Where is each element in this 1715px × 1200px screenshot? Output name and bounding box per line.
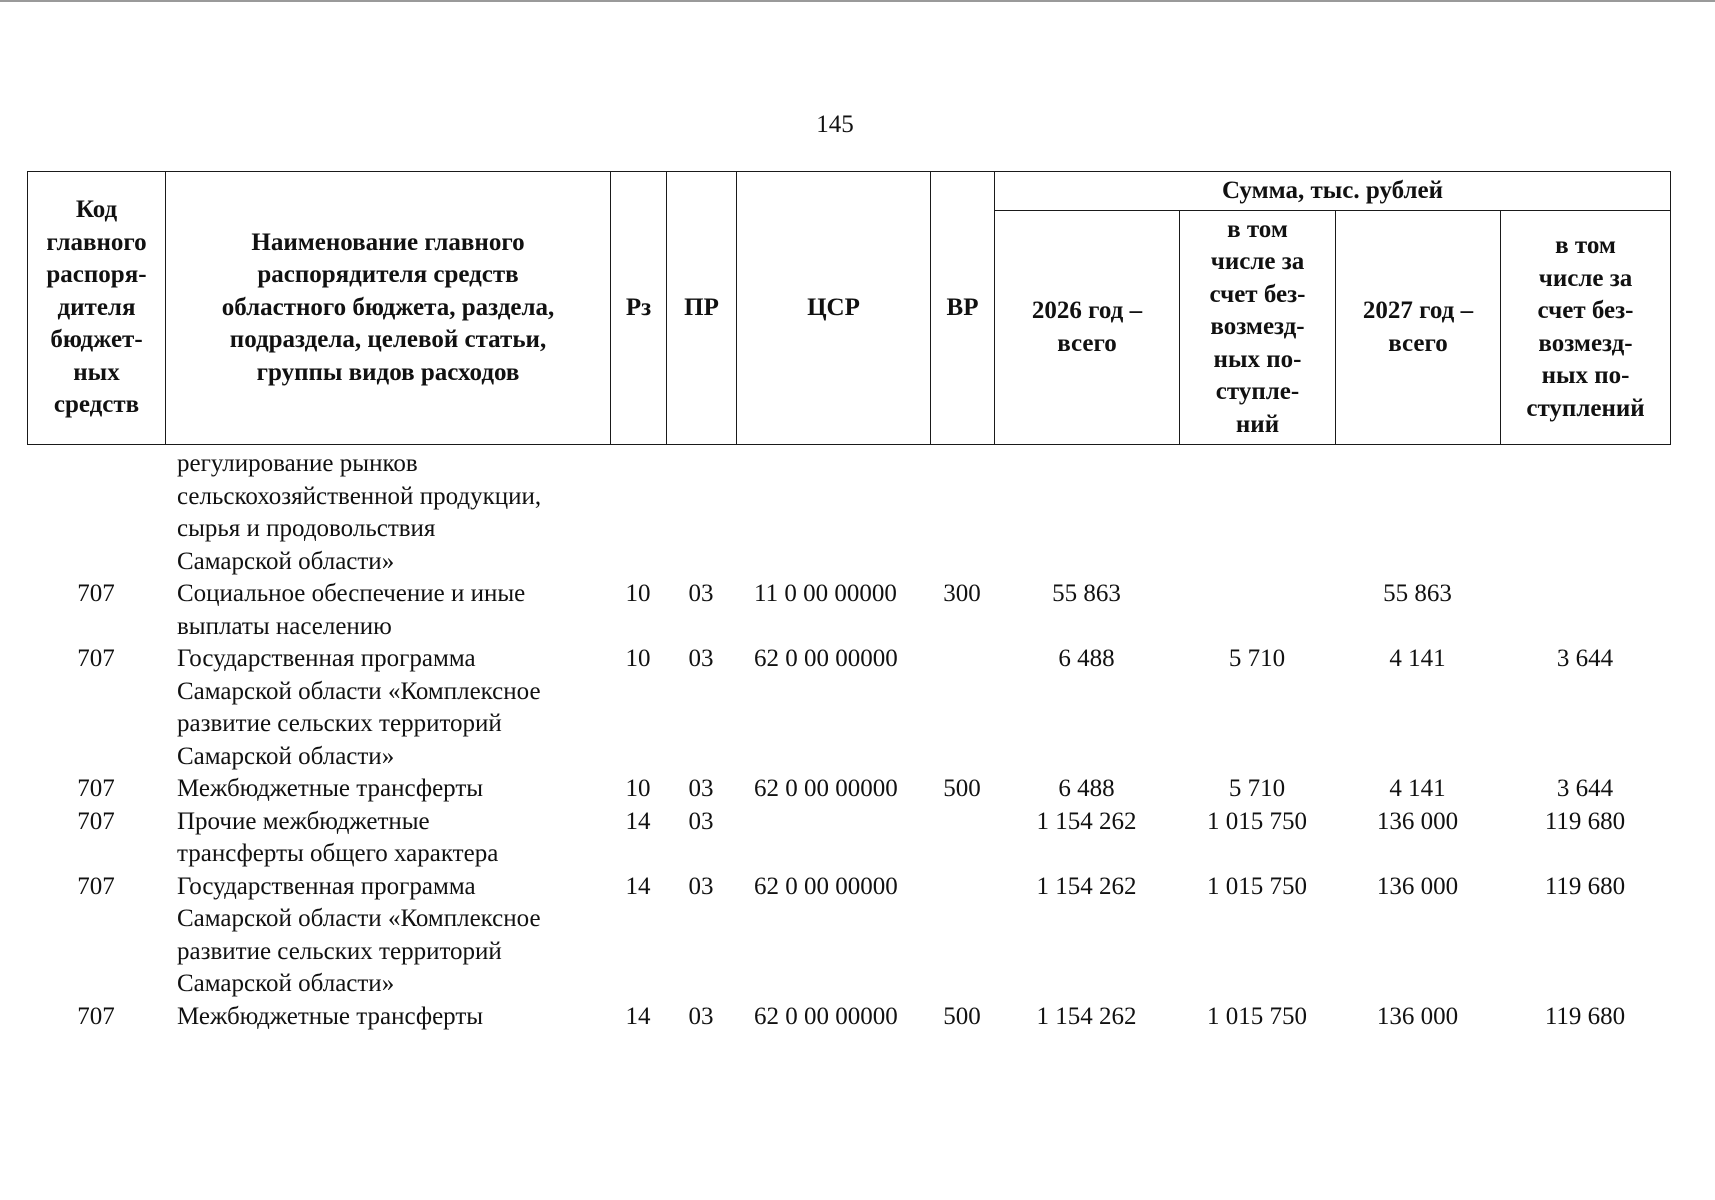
cell-code: 707	[77, 775, 115, 802]
cell-name	[165, 578, 610, 643]
name-line: трансферты общего характера	[177, 840, 499, 867]
cell-csr: 62 0 00 00000	[754, 1002, 898, 1030]
table-row	[27, 1001, 1670, 1034]
cell-2027-gratuitous	[1500, 448, 1670, 578]
header-csr: ЦСР	[737, 172, 931, 445]
header-line: числе за	[1538, 264, 1633, 292]
header-line: бюджет-	[50, 326, 143, 354]
cell-2026-gratuitous: 1 015 750	[1207, 807, 1307, 835]
cell-2026-total: 6 488	[1058, 775, 1115, 802]
header-2026-gratuitous	[1180, 211, 1336, 445]
header-2027-total	[1336, 211, 1501, 445]
cell-2027-gratuitous: 3 644	[1556, 645, 1614, 672]
header-line: средств	[53, 391, 140, 419]
header-line: числе за	[1210, 248, 1305, 276]
header-line: возмезд-	[1538, 329, 1633, 357]
cell-vr: 500	[943, 775, 981, 802]
cell-csr	[736, 806, 930, 871]
name-line: Межбюджетные трансферты	[177, 1002, 484, 1030]
cell-2027-total: 136 000	[1376, 872, 1459, 900]
cell-pr: 03	[688, 872, 714, 900]
cell-name	[165, 806, 610, 871]
cell-code: 707	[77, 807, 115, 835]
cell-csr: 62 0 00 00000	[754, 872, 898, 900]
cell-rz: 10	[625, 775, 651, 802]
cell-vr: 500	[943, 1002, 981, 1030]
name-line: Самарской области «Комплексное	[177, 677, 541, 705]
header-line: в том	[1555, 232, 1616, 259]
cell-2026-gratuitous	[1179, 578, 1335, 643]
header-2027-gratuitous	[1501, 211, 1671, 445]
table-row	[27, 871, 1670, 1001]
cell-csr	[736, 448, 930, 578]
header-line: Код	[75, 196, 118, 224]
header-line: Наименование главного	[251, 228, 525, 256]
cell-name	[165, 773, 610, 806]
name-line: развитие сельских территорий	[177, 710, 502, 737]
cell-csr: 11 0 00 00000	[754, 580, 897, 607]
header-line: 2027 год –	[1362, 297, 1474, 324]
cell-pr: 03	[688, 645, 714, 672]
name-line: Самарской области»	[177, 970, 395, 997]
cell-2027-gratuitous: 119 680	[1544, 1002, 1626, 1030]
table-row	[27, 806, 1670, 871]
name-line: Прочие межбюджетные	[177, 807, 430, 835]
cell-code: 707	[77, 1002, 115, 1030]
table-row	[27, 578, 1670, 643]
cell-vr	[930, 871, 994, 1001]
cell-code: 707	[77, 645, 115, 672]
cell-2027-total: 136 000	[1376, 807, 1459, 835]
header-line: группы видов расходов	[256, 358, 520, 386]
cell-2027-total	[1335, 448, 1500, 578]
cell-2026-gratuitous: 5 710	[1228, 645, 1286, 672]
header-line: распоря-	[46, 261, 147, 289]
cell-2027-total: 4 141	[1389, 645, 1446, 672]
cell-2027-total: 136 000	[1376, 1002, 1459, 1030]
cell-2027-gratuitous: 119 680	[1544, 807, 1626, 835]
cell-name	[165, 448, 610, 578]
header-sum-title: Сумма, тыс. рублей	[995, 172, 1671, 211]
cell-rz	[610, 448, 666, 578]
cell-code: 707	[77, 872, 115, 900]
cell-rz: 14	[625, 807, 651, 835]
page-number: 145	[816, 111, 854, 138]
header-line: распорядителя средств	[257, 261, 519, 289]
name-line: Государственная программа	[177, 645, 476, 672]
name-line: сырья и продовольствия	[177, 515, 436, 542]
header-line: ступле-	[1215, 378, 1300, 406]
cell-pr: 03	[688, 580, 714, 607]
header-line: ступлений	[1526, 394, 1645, 422]
name-line: развитие сельских территорий	[177, 937, 502, 965]
header-line: всего	[1057, 329, 1117, 357]
table-row	[27, 643, 1670, 773]
cell-rz: 10	[625, 645, 651, 672]
cell-2026-total: 55 863	[1052, 580, 1121, 607]
header-vr: ВР	[931, 172, 995, 445]
cell-name	[165, 643, 610, 773]
header-2026-total	[995, 211, 1180, 445]
header-line: главного	[46, 228, 147, 256]
header-line: счет без-	[1537, 297, 1634, 324]
cell-vr: 300	[943, 580, 981, 607]
cell-2027-gratuitous: 3 644	[1556, 775, 1614, 802]
header-line: всего	[1388, 329, 1448, 357]
cell-rz: 14	[625, 1002, 651, 1030]
name-line: Самарской области «Комплексное	[177, 905, 541, 932]
cell-2026-total	[994, 448, 1179, 578]
header-line: ний	[1235, 410, 1280, 438]
cell-vr	[930, 448, 994, 578]
cell-rz: 10	[625, 580, 651, 607]
cell-2026-gratuitous: 1 015 750	[1207, 872, 1307, 900]
header-line: в том	[1227, 215, 1288, 243]
cell-2026-gratuitous	[1179, 448, 1335, 578]
header-line: дителя	[57, 293, 136, 321]
cell-2026-total: 1 154 262	[1036, 1002, 1137, 1030]
table-row	[27, 448, 1670, 578]
cell-2027-total: 4 141	[1389, 775, 1446, 802]
cell-2026-gratuitous: 5 710	[1228, 775, 1286, 802]
header-line: областного бюджета, раздела,	[221, 293, 555, 321]
cell-pr: 03	[688, 775, 714, 802]
cell-csr: 62 0 00 00000	[754, 775, 898, 802]
header-line: ных по-	[1213, 345, 1302, 373]
cell-2026-total: 1 154 262	[1036, 807, 1137, 835]
cell-2027-gratuitous: 119 680	[1544, 872, 1626, 900]
header-code	[28, 172, 166, 445]
table-header	[27, 171, 1671, 445]
cell-csr: 62 0 00 00000	[754, 645, 898, 672]
name-line: выплаты населению	[177, 612, 392, 640]
cell-name	[165, 871, 610, 1001]
name-line: регулирование рынков	[177, 450, 418, 477]
name-line: сельскохозяйственной продукции,	[177, 482, 542, 510]
table-row	[27, 773, 1670, 806]
cell-code: 707	[77, 580, 115, 607]
header-line: ных	[73, 358, 120, 386]
cell-2026-total: 6 488	[1058, 645, 1115, 672]
name-line: Самарской области»	[177, 742, 395, 770]
name-line: Государственная программа	[177, 872, 476, 900]
top-border-line	[0, 0, 1715, 2]
name-line: Межбюджетные трансферты	[177, 775, 484, 802]
cell-vr	[930, 643, 994, 773]
name-line: Социальное обеспечение и иные	[177, 580, 526, 607]
header-line: подраздела, целевой статьи,	[229, 326, 547, 354]
cell-pr: 03	[688, 807, 714, 835]
cell-2027-total: 55 863	[1383, 580, 1452, 607]
header-pr: ПР	[667, 172, 737, 445]
header-line: возмезд-	[1210, 313, 1305, 341]
cell-name	[165, 1001, 610, 1034]
cell-2027-gratuitous	[1500, 578, 1670, 643]
table-body	[27, 448, 1670, 1033]
name-line: Самарской области»	[177, 547, 395, 575]
cell-2026-gratuitous: 1 015 750	[1207, 1002, 1307, 1030]
header-rz: Рз	[611, 172, 667, 445]
cell-pr	[666, 448, 736, 578]
header-line: ных по-	[1541, 362, 1630, 389]
header-line: счет без-	[1209, 280, 1306, 308]
cell-code	[27, 448, 165, 578]
header-line: 2026 год –	[1031, 297, 1143, 324]
cell-2026-total: 1 154 262	[1036, 872, 1137, 900]
cell-vr	[930, 806, 994, 871]
cell-rz: 14	[625, 872, 651, 900]
header-name	[166, 172, 611, 445]
cell-pr: 03	[688, 1002, 714, 1030]
